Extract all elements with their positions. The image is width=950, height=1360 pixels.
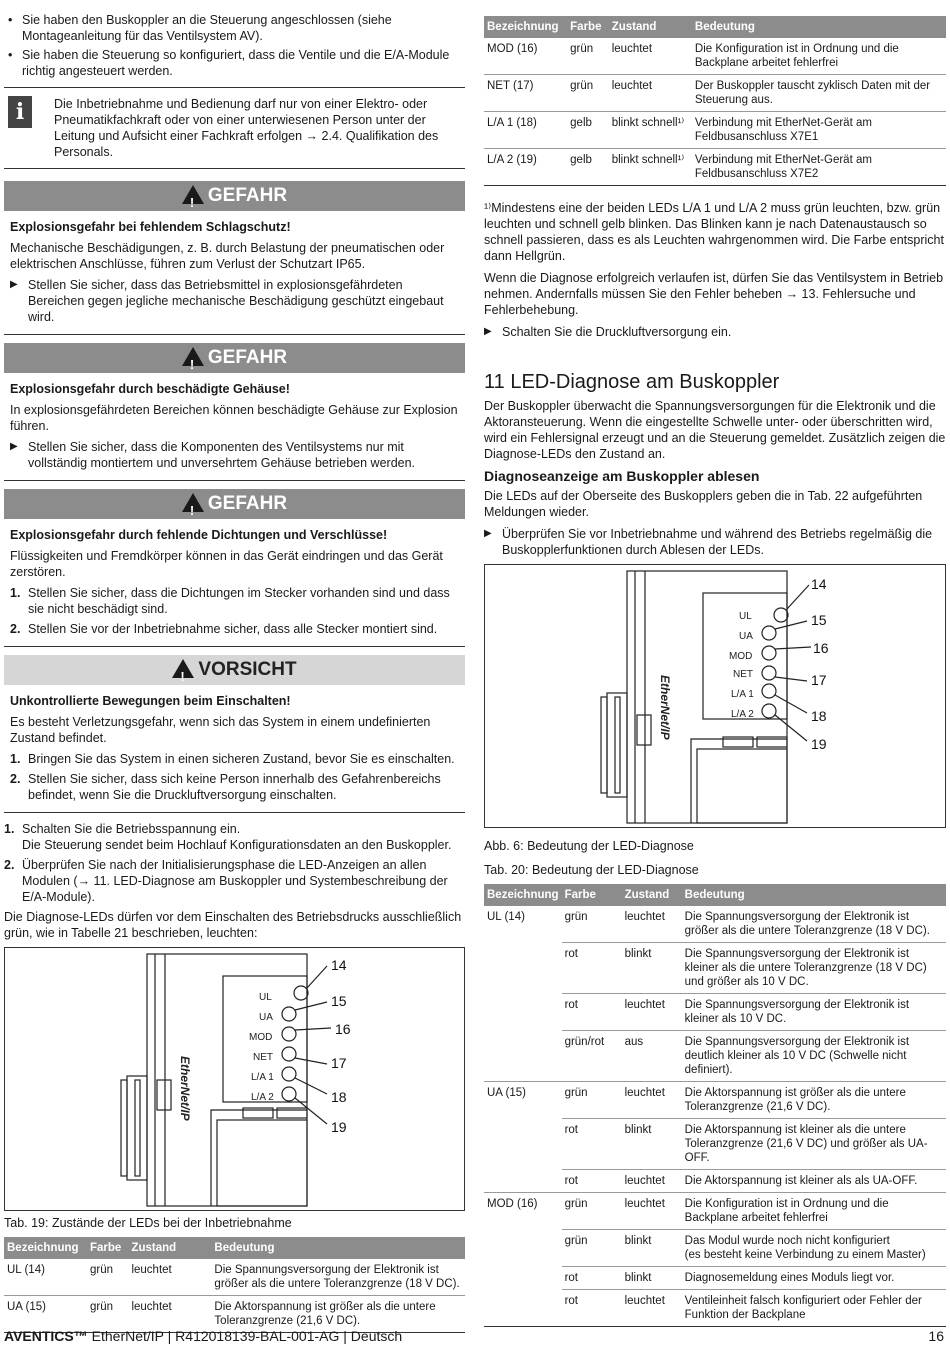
action-step: ▶ Überprüfen Sie vor Inbetriebnahme und während des Betriebs regelmäßig die Buskopplerfunktionen durch Ablesen der LEDs. (484, 526, 946, 558)
brand-label: EtherNet/IP (658, 675, 672, 740)
warning-header: ! GEFAHR (4, 181, 465, 211)
table-cell: Verbindung mit EtherNet-Gerät am Feldbusanschluss X7E2 (694, 154, 872, 180)
paragraph: Wenn die Diagnose erfolgreich verlaufen ist, dürfen Sie das Ventilsystem in Betrieb nehmen. Andernfalls müssen Sie den Fehler beheben → 13. Fehlersuche und Fehlerbehebung. (484, 271, 944, 317)
caution-box (4, 655, 465, 813)
table-cell: MOD (16) (487, 1198, 538, 1210)
table-row (484, 1267, 946, 1290)
table-cell: NET (17) (484, 75, 567, 112)
column-header: Farbe (562, 884, 622, 906)
callout-14: 14 (331, 957, 347, 973)
table-cell (484, 1170, 562, 1193)
table-cell: grün (562, 1082, 622, 1119)
table-cell: rot (562, 943, 622, 994)
column-header: Zustand (128, 1237, 211, 1259)
led-label-ua: UA (259, 1012, 273, 1023)
table-row (484, 1119, 946, 1170)
table-row (484, 75, 946, 112)
callout-16: 16 (813, 640, 829, 656)
info-note (4, 87, 465, 169)
led-label-net: NET (733, 669, 753, 680)
action-step: ▶ Schalten Sie die Druckluftversorgung ein. (484, 324, 946, 340)
table-cell: L/A 2 (19) (487, 154, 537, 166)
list-item: • Sie haben die Steuerung so konfiguriert, dass die Ventile und die E/A-Module richtig angesteuert werden. (4, 47, 465, 79)
page-number: 16 (928, 1328, 944, 1344)
warning-action: ▶ Stellen Sie sicher, dass die Komponenten des Ventilsystems nur mit vollständig montiertem und unversehrtem Gehäuse betrieben werden. (10, 439, 459, 471)
warning-header: ! GEFAHR (4, 489, 465, 519)
led-figure (4, 947, 465, 1211)
led-label-la2: L/A 2 (731, 709, 754, 720)
column-header: Bedeutung (692, 16, 946, 38)
warning-steps (10, 751, 459, 803)
table-cell: blinkt schnell¹⁾ (609, 112, 692, 149)
info-text: Die Inbetriebnahme und Bedienung darf nur von einer Elektro- oder Pneumatikfachkraft oder von einer unterwiesenen Person unter der Leitung und Aufsicht einer Fachkraft erfolgen → 2.4. Qualifikation des Personals. (54, 97, 439, 159)
left-column (4, 12, 465, 1333)
table-cell: grün/rot (562, 1031, 622, 1082)
table-cell: Die Konfiguration ist in Ordnung und die Backplane arbeitet fehlerfrei (692, 38, 946, 75)
table-row (4, 1259, 465, 1296)
table-cell: Die Aktorspannung ist kleiner als die untere Toleranzgrenze (21,6 V DC) und größer als UA-OFF. (682, 1119, 946, 1170)
info-icon: i (8, 96, 32, 128)
table-cell: leuchtet (622, 906, 682, 943)
led-diagnosis-table (484, 884, 946, 1327)
table-cell: leuchtet (609, 75, 692, 112)
prerequisite-list (4, 12, 465, 79)
figure-caption: Abb. 6: Bedeutung der LED-Diagnose (484, 839, 694, 853)
table-cell: rot (562, 994, 622, 1031)
table-cell: grün (87, 1259, 128, 1296)
table-cell: gelb (570, 154, 592, 166)
led-diagnosis-figure (484, 564, 946, 828)
table-cell: grün (562, 906, 622, 943)
table-cell (484, 1031, 562, 1082)
table-cell: Der Buskoppler tauscht zyklisch Daten mit der Steuerung aus. (692, 75, 946, 112)
table-cell: grün (567, 75, 609, 112)
warning-header: ! GEFAHR (4, 343, 465, 373)
list-item: 1. Schalten Sie die Betriebsspannung ein. Die Steuerung sendet beim Hochlauf Konfigurationsdaten an den Buskoppler. (4, 822, 452, 852)
led-label-mod: MOD (249, 1032, 273, 1043)
warning-text: Es besteht Verletzungsgefahr, wenn sich das System in einem undefinierten Zustand befindet. (10, 715, 431, 745)
table-cell: leuchtet (622, 994, 682, 1031)
table-row (484, 1031, 946, 1082)
table-cell: blinkt (622, 1230, 682, 1267)
warning-icon: ! (172, 659, 194, 678)
column-header: Farbe (567, 16, 609, 38)
table-cell: grün (562, 1230, 622, 1267)
column-header: Zustand (622, 884, 682, 906)
callout-19: 19 (811, 736, 827, 752)
table-cell: UL (14) (4, 1259, 87, 1296)
warning-text: Flüssigkeiten und Fremdkörper können in das Gerät eindringen und das Gerät zerstören. (10, 549, 443, 579)
warning-text: Mechanische Beschädigungen, z. B. durch Belastung der pneumatischen oder elektrischen Anschlüsse, führen zum Verlust der Schutzart IP65. (10, 241, 445, 271)
right-column (484, 16, 946, 1327)
table-cell: UL (14) (487, 911, 525, 923)
table-cell: Die Spannungsversorgung der Elektronik ist größer als die untere Toleranzgrenze (18 V DC). (211, 1259, 465, 1296)
buscoupler-diagram (485, 565, 945, 827)
table-row (484, 1230, 946, 1267)
table-cell: MOD (16) (484, 38, 567, 75)
table-cell (484, 1267, 562, 1290)
led-status-table (4, 1237, 465, 1333)
table-row (484, 906, 946, 943)
table-row (484, 112, 946, 149)
column-header: Bedeutung (211, 1237, 465, 1259)
led-label-ua: UA (739, 631, 753, 642)
table-cell: rot (562, 1119, 622, 1170)
table-cell: blinkt (622, 1267, 682, 1290)
table-row (484, 943, 946, 994)
warning-title: Explosionsgefahr durch fehlende Dichtungen und Verschlüsse! (10, 528, 388, 542)
table-cell: UA (15) (487, 1087, 526, 1099)
callout-17: 17 (331, 1055, 347, 1071)
table-cell: Die Aktorspannung ist kleiner als als UA-OFF. (682, 1170, 946, 1193)
paragraph: Der Buskoppler überwacht die Spannungsversorgungen für die Elektronik und die Aktoransteuerung. Wenn die eingestellte Schwelle unter- oder überschritten wird, wird ein Fehlersignal erzeugt und an die Steuerung gemeldet. Zusätzlich zeigen die Diagnose-LEDs den Zustand an. (484, 399, 946, 461)
table-row (484, 1290, 946, 1327)
table-cell (484, 1290, 562, 1327)
led-label-mod: MOD (729, 651, 753, 662)
table-cell (484, 994, 562, 1031)
table-cell: Die Spannungsversorgung der Elektronik ist kleiner als die untere Toleranzgrenze (18 V DC) und größer als 10 V DC. (682, 943, 946, 994)
footnote: ¹⁾Mindestens eine der beiden LEDs L/A 1 und L/A 2 muss grün leuchten, bzw. grün leuchten und schnell gelb blinken. Das Blinken kann je nach Datenaustausch so schnell passieren, dass es als Leuchten wahrgenommen wird. Die Farbe entspricht dann Hellgrün. (484, 201, 944, 263)
led-label-la2: L/A 2 (251, 1092, 274, 1103)
table-caption: Tab. 19: Zustände der LEDs bei der Inbetriebnahme (4, 1216, 292, 1230)
paragraph: Die Diagnose-LEDs dürfen vor dem Einschalten des Betriebsdrucks ausschließlich grün, wie in Tabelle 21 beschrieben, leuchten: (4, 910, 462, 940)
list-item: 1. Bringen Sie das System in einen sicheren Zustand, bevor Sie es einschalten. (10, 752, 455, 766)
warning-icon: ! (182, 185, 204, 204)
table-cell: Verbindung mit EtherNet-Gerät am Feldbusanschluss X7E1 (692, 112, 946, 149)
callout-16: 16 (335, 1021, 351, 1037)
list-item: 2. Überprüfen Sie nach der Initialisierungsphase die LED-Anzeigen an allen Modulen (→ 11. LED-Diagnose am Buskoppler und Systembeschreibung der E/A-Module). (4, 858, 448, 904)
list-item: 2. Stellen Sie vor der Inbetriebnahme sicher, dass alle Stecker montiert sind. (10, 622, 438, 636)
table-cell: grün (562, 1193, 622, 1230)
paragraph: Die LEDs auf der Oberseite des Buskopplers geben die in Tab. 22 aufgeführten Meldungen wieder. (484, 489, 923, 519)
table-row (4, 1296, 465, 1333)
table-cell: Die Spannungsversorgung der Elektronik ist größer als die untere Toleranzgrenze (18 V DC). (682, 906, 946, 943)
warning-box (4, 343, 465, 481)
table-cell: Die Spannungsversorgung der Elektronik ist kleiner als 10 V DC. (682, 994, 946, 1031)
table-cell: rot (564, 1295, 578, 1307)
table-row (484, 1170, 946, 1193)
table-cell: leuchtet (622, 1193, 682, 1230)
page-footer (4, 1328, 944, 1344)
table-row (484, 1082, 946, 1119)
warning-icon: ! (182, 347, 204, 366)
table-cell: leuchtet (128, 1259, 211, 1296)
table-cell: Ventileinheit falsch konfiguriert oder Fehler der Funktion der Backplane (684, 1295, 922, 1321)
led-label-ul: UL (259, 992, 272, 1003)
column-header: Bedeutung (682, 884, 946, 906)
table-cell: UA (15) (7, 1301, 46, 1313)
subsection-heading: Diagnoseanzeige am Buskoppler ablesen (484, 468, 760, 484)
table-cell (484, 1119, 562, 1170)
warning-icon: ! (182, 493, 204, 512)
table-cell: rot (562, 1170, 622, 1193)
table-cell: Diagnosemeldung eines Moduls liegt vor. (682, 1267, 946, 1290)
procedure-steps (4, 821, 465, 905)
led-label-la1: L/A 1 (731, 689, 754, 700)
list-item: • Sie haben den Buskoppler an die Steuerung angeschlossen (siehe Montageanleitung für das Ventilsystem AV). (4, 12, 465, 44)
callout-15: 15 (811, 612, 827, 628)
table-cell: leuchtet (131, 1301, 172, 1313)
column-header: Zustand (609, 16, 692, 38)
callout-18: 18 (811, 708, 827, 724)
callout-14: 14 (811, 576, 827, 592)
document-info: AVENTICS™ EtherNet/IP | R412018139-BAL-001-AG | Deutsch (4, 1328, 403, 1344)
table-row (484, 994, 946, 1031)
warning-title: Explosionsgefahr durch beschädigte Gehäuse! (10, 382, 290, 396)
callout-19: 19 (331, 1119, 347, 1135)
table-cell: Das Modul wurde noch nicht konfiguriert (es besteht keine Verbindung zu einem Master) (682, 1230, 946, 1267)
table-caption: Tab. 20: Bedeutung der LED-Diagnose (484, 863, 699, 877)
column-header: Farbe (87, 1237, 128, 1259)
table-cell: rot (562, 1267, 622, 1290)
led-label-la1: L/A 1 (251, 1072, 274, 1083)
caution-header: ! VORSICHT (4, 655, 465, 685)
led-label-net: NET (253, 1052, 273, 1063)
list-item: 1. Stellen Sie sicher, dass die Dichtungen im Stecker vorhanden sind und dass sie nicht beschädigt sind. (10, 586, 450, 616)
brand-label: EtherNet/IP (178, 1056, 192, 1121)
buscoupler-diagram (5, 948, 464, 1210)
warning-steps (10, 585, 459, 637)
table-cell: Die Aktorspannung ist größer als die untere Toleranzgrenze (21,6 V DC). (214, 1301, 436, 1327)
table-cell: blinkt (622, 943, 682, 994)
section-heading: 11 LED-Diagnose am Buskoppler (484, 371, 780, 393)
table-cell: leuchtet (609, 38, 692, 75)
warning-title: Explosionsgefahr bei fehlendem Schlagschutz! (10, 220, 291, 234)
warning-action: ▶ Stellen Sie sicher, dass das Betriebsmittel in explosionsgefährdeten Bereichen gegen jegliche mechanische Beschädigung geschützt eingebaut wird. (10, 277, 459, 325)
table-cell: gelb (567, 112, 609, 149)
table-cell (484, 943, 562, 994)
led-label-ul: UL (739, 611, 752, 622)
table-cell: aus (622, 1031, 682, 1082)
table-cell: grün (567, 38, 609, 75)
table-cell: grün (89, 1301, 113, 1313)
callout-17: 17 (811, 672, 827, 688)
table-cell: blinkt schnell¹⁾ (611, 154, 685, 166)
warning-text: In explosionsgefährdeten Bereichen können beschädigte Gehäuse zur Explosion führen. (10, 403, 458, 433)
callout-15: 15 (331, 993, 347, 1009)
led-status-table-continued (484, 16, 946, 186)
warning-title: Unkontrollierte Bewegungen beim Einschalten! (10, 694, 291, 708)
table-cell: leuchtet (622, 1170, 682, 1193)
column-header: Bezeichnung (4, 1237, 87, 1259)
table-cell: Die Aktorspannung ist größer als die untere Toleranzgrenze (21,6 V DC). (682, 1082, 946, 1119)
table-cell: blinkt (622, 1119, 682, 1170)
table-row (484, 38, 946, 75)
table-cell: leuchtet (622, 1082, 682, 1119)
table-cell: leuchtet (624, 1295, 665, 1307)
warning-box (4, 181, 465, 335)
table-cell: Die Spannungsversorgung der Elektronik ist deutlich kleiner als 10 V DC (Schwelle nicht definiert). (682, 1031, 946, 1082)
list-item: 2. Stellen Sie sicher, dass sich keine Person innerhalb des Gefahrenbereichs befindet, wenn Sie die Druckluftversorgung einschalten. (10, 772, 441, 802)
table-row (484, 1193, 946, 1230)
table-cell (484, 1230, 562, 1267)
warning-box (4, 489, 465, 647)
column-header: Bezeichnung (484, 884, 562, 906)
column-header: Bezeichnung (484, 16, 567, 38)
callout-18: 18 (331, 1089, 347, 1105)
table-cell: L/A 1 (18) (484, 112, 567, 149)
table-cell: Die Konfiguration ist in Ordnung und die Backplane arbeitet fehlerfrei (682, 1193, 946, 1230)
table-row (484, 149, 946, 186)
